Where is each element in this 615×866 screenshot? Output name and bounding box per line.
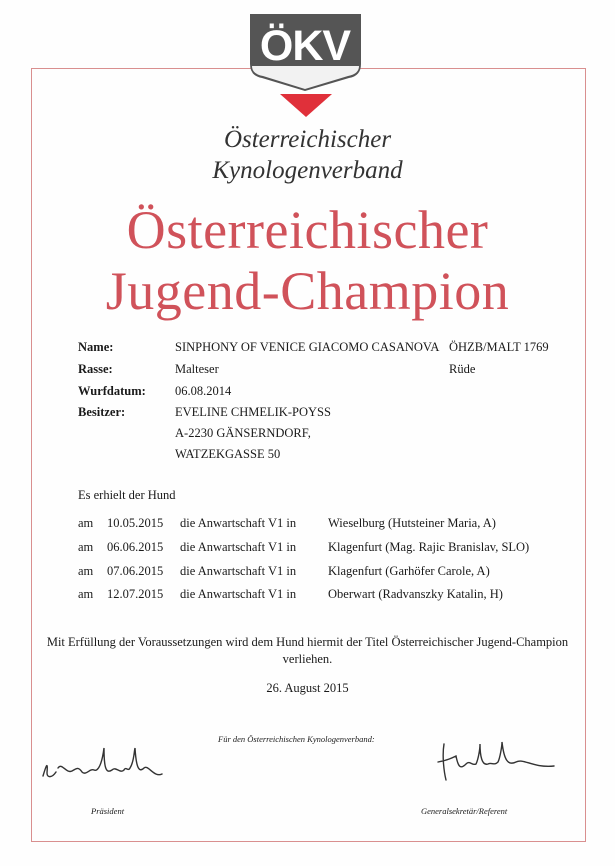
breed-value: Malteser (175, 362, 219, 376)
award-place: Wieselburg (Hutsteiner Maria, A) (328, 516, 496, 530)
award-title: die Anwartschaft V1 in (180, 564, 297, 578)
birth-date-label: Wurfdatum: (78, 384, 146, 398)
breed-label: Rasse: (78, 362, 113, 376)
award-title: die Anwartschaft V1 in (180, 587, 297, 601)
award-am: am (78, 564, 94, 578)
sex-value: Rüde (449, 362, 476, 376)
signature-caption: Für den Österreichischen Kynologenverband: (218, 734, 375, 744)
award-date: 07.06.2015 (107, 564, 164, 578)
owner-line3: WATZEKGASSE 50 (175, 447, 281, 461)
logo-text: ÖKV (259, 22, 351, 70)
certificate-title-line2: Jugend-Champion (105, 261, 510, 321)
org-name-line1: Österreichischer (223, 126, 392, 153)
studbook-number: ÖHZB/MALT 1769 (449, 340, 549, 354)
award-place: Oberwart (Radvanszky Katalin, H) (328, 587, 503, 601)
dog-name: SINPHONY OF VENICE GIACOMO CASANOVA (175, 340, 440, 354)
award-am: am (78, 540, 94, 554)
awards-intro: Es erhielt der Hund (78, 488, 176, 502)
award-title: die Anwartschaft V1 in (180, 540, 297, 554)
secretary-caption: Generalsekretär/Referent (421, 806, 508, 816)
award-title: die Anwartschaft V1 in (180, 516, 297, 530)
name-label: Name: (78, 340, 114, 354)
president-signature (38, 738, 168, 786)
owner-line2: A-2230 GÄNSERNDORF, (175, 426, 311, 440)
okv-logo (249, 14, 362, 118)
owner-line1: EVELINE CHMELIK-POYSS (175, 405, 331, 419)
birth-date-value: 06.08.2014 (175, 384, 232, 398)
owner-label: Besitzer: (78, 405, 126, 419)
award-date: 10.05.2015 (107, 516, 164, 530)
conclusion-line1: Mit Erfüllung der Voraussetzungen wird dem Hund hiermit der Titel Österreichischer Jugend-Champion (46, 635, 569, 649)
certificate-title-line1: Österreichischer (126, 200, 489, 260)
org-name-line2: Kynologenverband (212, 157, 403, 184)
award-date: 06.06.2015 (107, 540, 164, 554)
secretary-signature (432, 736, 562, 784)
issue-date: 26. August 2015 (266, 681, 349, 695)
award-am: am (78, 587, 94, 601)
conclusion-line2: verliehen. (282, 652, 333, 666)
award-place: Klagenfurt (Mag. Rajic Branislav, SLO) (328, 540, 530, 554)
award-place: Klagenfurt (Garhöfer Carole, A) (328, 564, 490, 578)
award-date: 12.07.2015 (107, 587, 164, 601)
award-am: am (78, 516, 94, 530)
president-caption: Präsident (91, 806, 125, 816)
